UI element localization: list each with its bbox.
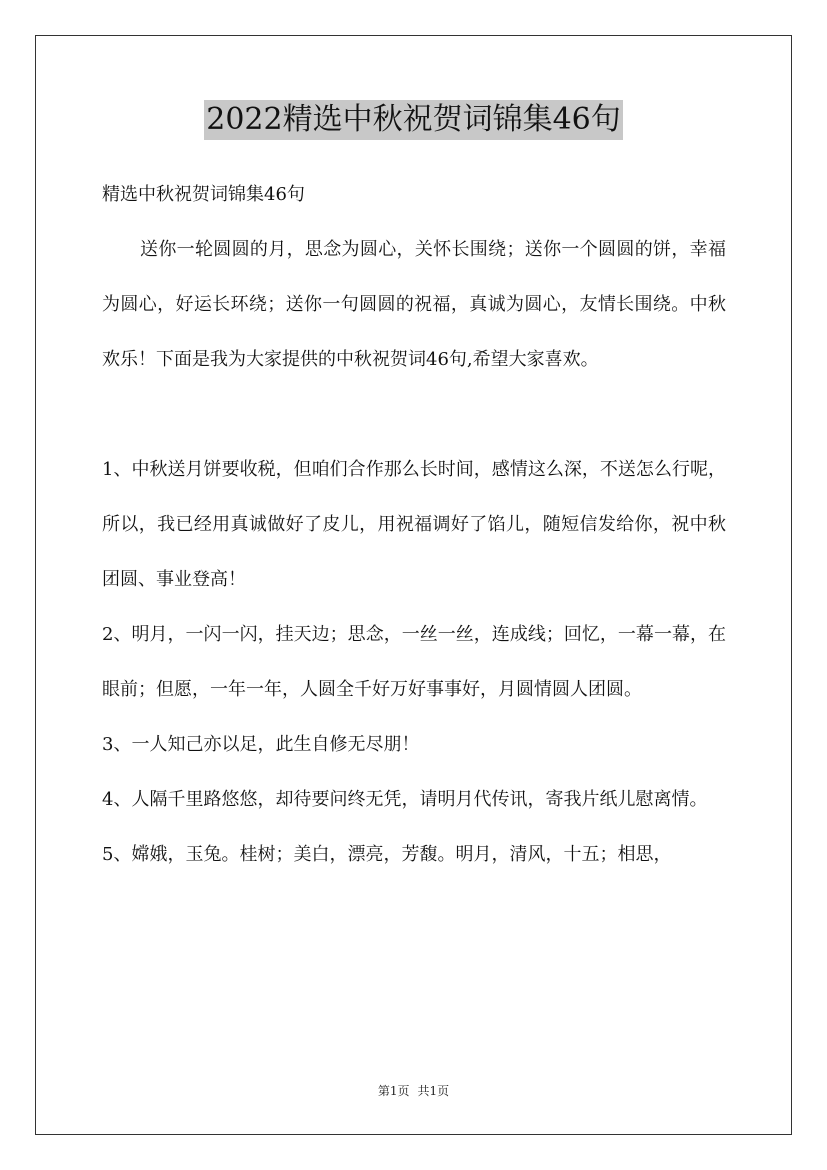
paragraph-spacer — [102, 387, 726, 442]
list-item: 3、一人知己亦以足，此生自修无尽朋！ — [102, 734, 420, 755]
list-item: 5、嫦娥，玉兔。桂树；美白，漂亮，芳馥。明月，清风，十五；相思， — [102, 844, 672, 865]
document-title: 2022精选中秋祝贺词锦集46句 — [204, 100, 623, 140]
page-number: 第1页 — [377, 1084, 410, 1098]
page-total: 共1页 — [417, 1084, 450, 1098]
list-item: 2、明月，一闪一闪，挂天边；思念，一丝一丝，连成线；回忆，一幕一幕，在眼前；但愿，一年一年，人圆全千好万好事事好，月圆情圆人团圆。 — [102, 624, 726, 700]
document-body — [102, 167, 726, 882]
document-subtitle: 精选中秋祝贺词锦集46句 — [102, 184, 305, 205]
title-container — [0, 100, 827, 140]
list-item: 4、人隔千里路悠悠，却待要问终无凭，请明月代传讯，寄我片纸儿慰离情。 — [102, 789, 708, 810]
list-item: 1、中秋送月饼要收税，但咱们合作那么长时间，感情这么深，不送怎么行呢，所以，我已经用真诚做好了皮儿，用祝福调好了馅儿，随短信发给你，祝中秋团圆、事业登高！ — [102, 459, 726, 590]
intro-paragraph: 送你一轮圆圆的月，思念为圆心，关怀长围绕；送你一个圆圆的饼，幸福为圆心，好运长环绕；送你一句圆圆的祝福，真诚为圆心，友情长围绕。中秋欢乐！下面是我为大家提供的中秋祝贺词46句,希望大家喜欢。 — [102, 239, 726, 370]
page-footer — [0, 1083, 827, 1099]
